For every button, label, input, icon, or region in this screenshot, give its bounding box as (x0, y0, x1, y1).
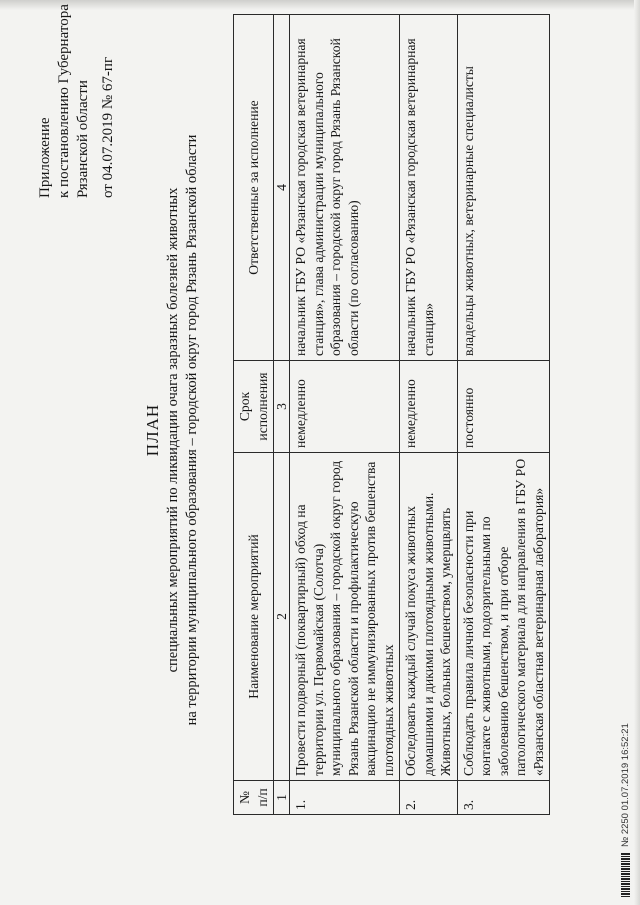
appendix-decree: к постановлению Губернатора (56, 4, 72, 198)
responsible-cell: начальник ГБУ РО «Рязанская городская ветеринарная станция» (400, 15, 458, 361)
table-header-row (234, 15, 274, 815)
table-row (457, 15, 550, 815)
column-number: 2 (274, 453, 290, 781)
measure-cell: Провести подворный (поквартирный) обход на территории ул. Первомайская (Солотча) муниципального образования – городской округ город Рязань Рязанской области и профилактическую вакцинацию не иммунизированных против бешенства плотоядных животных (290, 453, 400, 781)
stamp-text: № 2250 01.07.2019 16:52:21 (620, 723, 631, 847)
appendix-region: Рязанской области (75, 80, 91, 198)
registration-stamp (620, 723, 631, 897)
column-number: 3 (274, 361, 290, 453)
deadline-cell: немедленно (400, 361, 458, 453)
page-subtitle-1: специальных мероприятий по ликвидации очага заразных болезней животных (165, 187, 181, 673)
title-block (142, 105, 202, 755)
row-number: 3. (457, 781, 550, 815)
column-number: 1 (274, 781, 290, 815)
column-header-responsible: Ответственные за исполнение (234, 15, 274, 361)
page-title: ПЛАН (143, 403, 162, 457)
deadline-cell: немедленно (290, 361, 400, 453)
row-number: 1. (290, 781, 400, 815)
barcode-icon (621, 853, 630, 897)
page-subtitle-2: на территории муниципального образования – городской округ город Рязань Рязанской области (184, 134, 200, 726)
responsible-cell: владельцы животных, ветеринарные специалисты (457, 15, 550, 361)
table-row (400, 15, 458, 815)
responsible-cell: начальник ГБУ РО «Рязанская городская ветеринарная станция», глава администрации муниципального образования – городской округ город Рязань Рязанской области (по согласованию) (290, 15, 400, 361)
column-header-measure: Наименование мероприятий (234, 453, 274, 781)
column-number: 4 (274, 15, 290, 361)
appendix-date: от 04.07.2019 № 67-пг (100, 56, 116, 198)
appendix-label: Приложение (37, 117, 53, 198)
appendix-block (36, 4, 118, 198)
measure-cell: Соблюдать правила личной безопасности при контакте с животными, подозрительными по заболеванию бешенством, и при отборе патологического материала для направления в ГБУ РО «Рязанская областная ветеринарная лаборатория» (457, 453, 550, 781)
column-number-row (274, 15, 290, 815)
table-row (290, 15, 400, 815)
column-header-deadline: Срок исполнения (234, 361, 274, 453)
plan-table (233, 14, 550, 815)
column-header-num: № п/п (234, 781, 274, 815)
measure-cell: Обследовать каждый случай покуса животных домашними и дикими плотоядными животными. Животных, больных бешенством, умерщвлять (400, 453, 458, 781)
deadline-cell: постоянно (457, 361, 550, 453)
row-number: 2. (400, 781, 458, 815)
